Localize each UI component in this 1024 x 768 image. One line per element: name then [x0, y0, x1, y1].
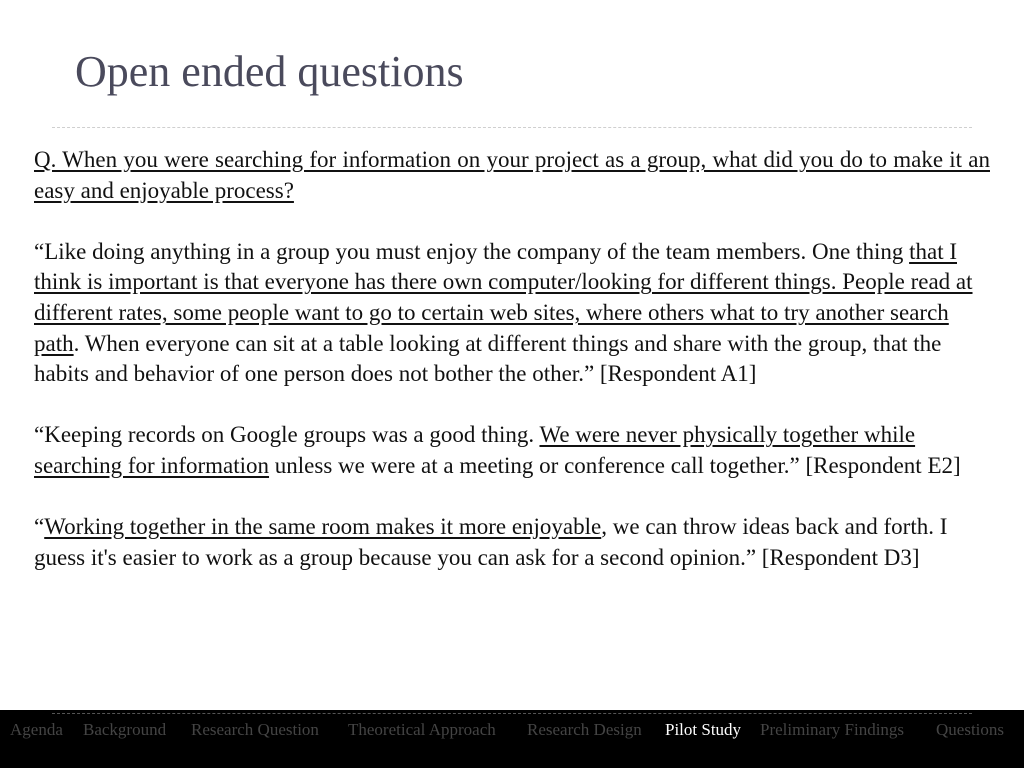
nav-item-research-question[interactable]: Research Question [191, 720, 319, 739]
nav-item-background[interactable]: Background [83, 720, 167, 739]
nav-item-theoretical-approach[interactable]: Theoretical Approach [348, 720, 496, 739]
quote-text: “Keeping records on Google groups was a good thing. [34, 422, 540, 448]
slide-content [34, 145, 990, 604]
nav-item-agenda[interactable]: Agenda [10, 720, 63, 739]
quote-respondent-d3 [34, 512, 990, 573]
nav-item-preliminary-findings[interactable]: Preliminary Findings [760, 720, 905, 739]
quote-text: “Like doing anything in a group you must enjoy the company of the team members. One thing [34, 238, 910, 264]
section-nav-bar [0, 710, 1024, 768]
slide-title: Open ended questions [75, 47, 464, 96]
quote-text: “ [34, 514, 45, 540]
nav-item-pilot-study[interactable]: Pilot Study [665, 720, 742, 739]
question-text: Q. When you were searching for information on your project as a group, what did you do to make it an easy and enjoyable process? [34, 147, 990, 203]
nav-divider [52, 713, 972, 714]
quote-text: . When everyone can sit at a table looking at different things and share with the group, that the habits and behavior of one person does not bother the other.” [Respondent A1] [34, 330, 942, 387]
quote-text: , we can throw ideas back and forth. I guess it's easier to work as a group because you can ask for a second opinion.” [Respondent D3] [34, 514, 948, 570]
title-divider [52, 127, 972, 128]
quote-underlined-text: Working together in the same room makes it more enjoyable [44, 514, 602, 540]
quote-text: unless we were at a meeting or conference call together.” [Respondent E2] [269, 452, 961, 478]
quote-respondent-e2 [34, 420, 990, 481]
quote-respondent-a1 [34, 237, 990, 390]
quote-underlined-text: We were never physically together while searching for information [34, 422, 916, 478]
nav-item-research-design[interactable]: Research Design [527, 720, 642, 739]
nav-item-questions[interactable]: Questions [936, 720, 1004, 739]
quote-underlined-text: that I think is important is that everyone has there own computer/looking for different things. People read at different rates, some people want to go to certain web sites, where others what to try another search path [34, 238, 973, 356]
